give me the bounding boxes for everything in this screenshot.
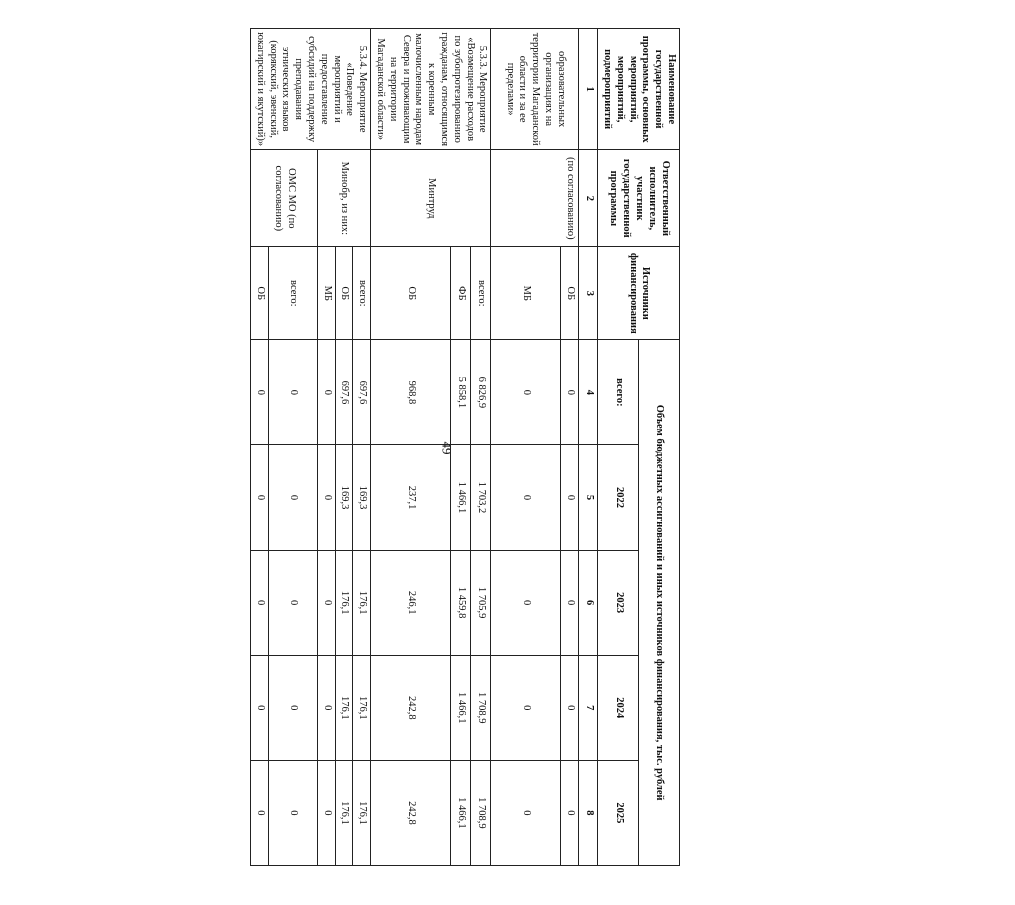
responsible: ОМС МО (по согласованию) <box>251 150 318 247</box>
responsible: (по согласованию) <box>491 150 579 247</box>
col-number: 4 <box>579 340 598 445</box>
col-number: 1 <box>579 29 598 150</box>
year-total-header: всего: <box>598 340 639 445</box>
value-cell: 176,1 <box>353 655 371 760</box>
col-number: 7 <box>579 655 598 760</box>
value-cell: 0 <box>317 340 335 445</box>
col-resp-header: Ответственный исполнитель, участник государственной программы <box>598 150 680 247</box>
value-cell: 0 <box>268 655 317 760</box>
source-cell: МБ <box>317 247 335 340</box>
value-cell: 242,8 <box>371 655 451 760</box>
value-cell: 0 <box>491 655 561 760</box>
value-cell: 5 858,1 <box>451 340 471 445</box>
source-cell: МБ <box>491 247 561 340</box>
table-row <box>353 29 371 866</box>
table-row <box>561 29 579 866</box>
table-row <box>471 29 491 866</box>
value-cell: 968,8 <box>371 340 451 445</box>
finance-table <box>250 28 680 866</box>
value-cell: 1 708,9 <box>471 760 491 865</box>
source-cell: ФБ <box>451 247 471 340</box>
value-cell: 0 <box>268 340 317 445</box>
col-name-header: Наименование государственной программы, основных мероприятий, мероприятий, подмероприятий <box>598 29 680 150</box>
value-cell: 0 <box>251 760 269 865</box>
source-cell: ОБ <box>561 247 579 340</box>
source-cell: всего: <box>353 247 371 340</box>
value-cell: 246,1 <box>371 550 451 655</box>
col-number: 3 <box>579 247 598 340</box>
value-cell: 242,8 <box>371 760 451 865</box>
value-cell: 237,1 <box>371 445 451 550</box>
value-cell: 0 <box>561 655 579 760</box>
value-cell: 0 <box>491 760 561 865</box>
value-cell: 0 <box>317 550 335 655</box>
value-cell: 0 <box>317 445 335 550</box>
value-cell: 176,1 <box>335 550 353 655</box>
header-row-1 <box>639 29 680 866</box>
year-2025-header: 2025 <box>598 760 639 865</box>
value-cell: 0 <box>491 445 561 550</box>
value-cell: 0 <box>251 550 269 655</box>
responsible: Минобр, из них: <box>317 150 370 247</box>
col-src-header: Источники финансирования <box>598 247 680 340</box>
value-cell: 0 <box>317 655 335 760</box>
value-cell: 0 <box>491 550 561 655</box>
value-cell: 1 466,1 <box>451 655 471 760</box>
value-cell: 0 <box>561 445 579 550</box>
col-number: 8 <box>579 760 598 865</box>
value-cell: 169,3 <box>353 445 371 550</box>
value-cell: 176,1 <box>335 760 353 865</box>
column-number-row <box>579 29 598 866</box>
source-cell: всего: <box>268 247 317 340</box>
value-cell: 1 459,8 <box>451 550 471 655</box>
source-cell: ОБ <box>251 247 269 340</box>
value-cell: 0 <box>491 340 561 445</box>
value-cell: 0 <box>268 550 317 655</box>
col-number: 6 <box>579 550 598 655</box>
value-cell: 1 466,1 <box>451 760 471 865</box>
value-cell: 1 708,9 <box>471 655 491 760</box>
value-cell: 0 <box>561 760 579 865</box>
value-cell: 0 <box>251 445 269 550</box>
value-cell: 0 <box>561 340 579 445</box>
value-cell: 0 <box>268 760 317 865</box>
source-cell: ОБ <box>335 247 353 340</box>
value-cell: 6 826,9 <box>471 340 491 445</box>
value-cell: 697,6 <box>335 340 353 445</box>
value-cell: 697,6 <box>353 340 371 445</box>
source-cell: всего: <box>471 247 491 340</box>
source-cell: ОБ <box>371 247 451 340</box>
value-cell: 0 <box>251 655 269 760</box>
measure-name: 5.3.4. Мероприятие «Поведение мероприятий и предоставление субсидий на поддержку преподавания этнических языков (корякский, эвенский, юкагирский и якутский)» <box>251 29 371 150</box>
value-cell: 0 <box>317 760 335 865</box>
value-cell: 0 <box>561 550 579 655</box>
value-cell: 1 466,1 <box>451 445 471 550</box>
value-cell: 176,1 <box>353 550 371 655</box>
col-finance-header: Объем бюджетных ассигнований и иных источников финансирования, тыс. рублей <box>639 340 680 866</box>
value-cell: 1 703,2 <box>471 445 491 550</box>
table-row <box>268 29 317 866</box>
year-2024-header: 2024 <box>598 655 639 760</box>
value-cell: 176,1 <box>335 655 353 760</box>
responsible: Минтруд <box>371 150 491 247</box>
value-cell: 176,1 <box>353 760 371 865</box>
page-number: 49 <box>439 441 455 455</box>
measure-name: образовательных организациях на территории Магаданской области и за ее пределами» <box>491 29 579 150</box>
value-cell: 0 <box>268 445 317 550</box>
col-number: 5 <box>579 445 598 550</box>
measure-name: 5.3.3. Мероприятие «Возмещение расходов по зубопротезированию гражданам, относящимся к коренным малочисленным народам Севера и проживающим на территории Магаданской области» <box>371 29 491 150</box>
value-cell: 0 <box>251 340 269 445</box>
value-cell: 1 705,9 <box>471 550 491 655</box>
rotated-table-area <box>110 0 1015 829</box>
year-2023-header: 2023 <box>598 550 639 655</box>
year-2022-header: 2022 <box>598 445 639 550</box>
col-number: 2 <box>579 150 598 247</box>
value-cell: 169,3 <box>335 445 353 550</box>
